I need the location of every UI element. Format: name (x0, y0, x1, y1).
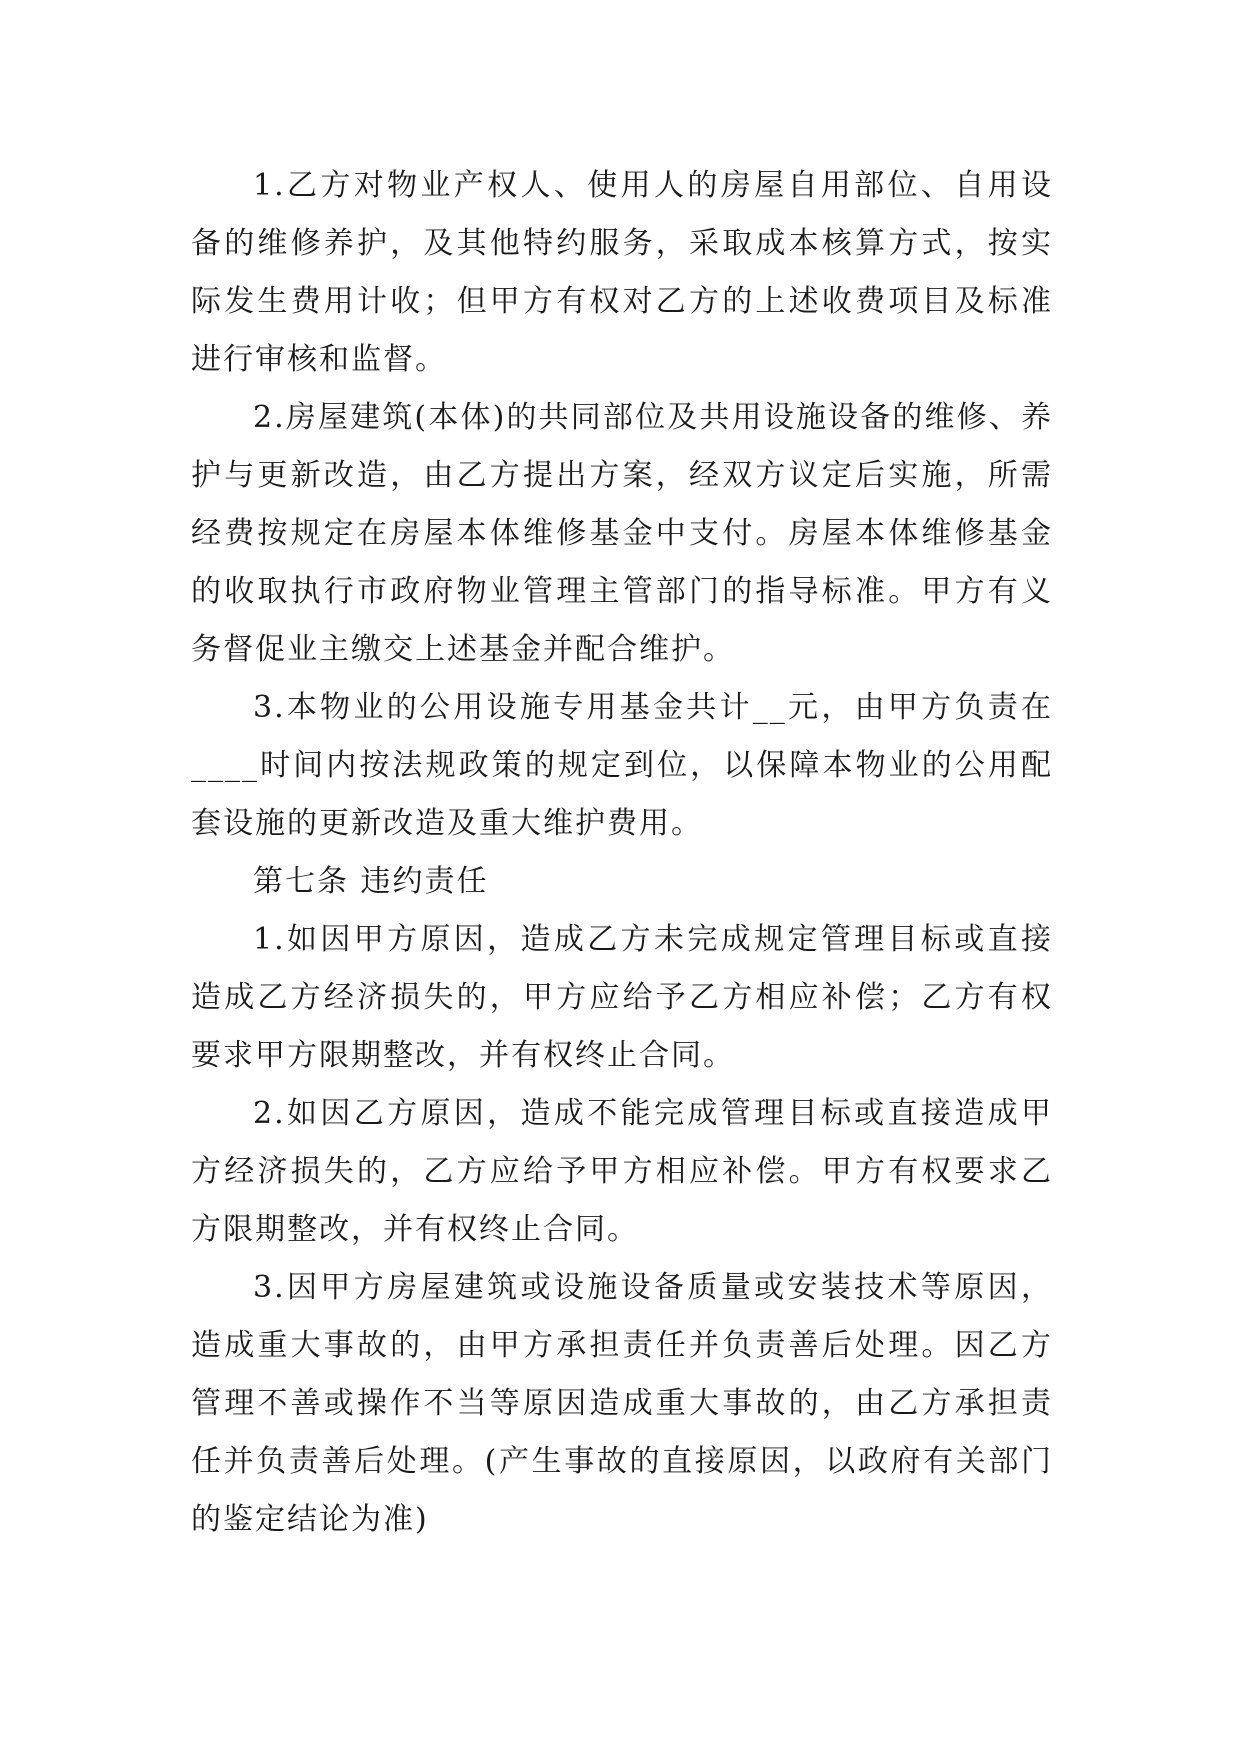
clause-7-item-2: 2.如因乙方原因，造成不能完成管理目标或直接造成甲方经济损失的，乙方应给予甲方相应补偿。甲方有权要求乙方限期整改，并有权终止合同。 (191, 1096, 1053, 1247)
clause-6-item-1: 1.乙方对物业产权人、使用人的房屋自用部位、自用设备的维修养护，及其他特约服务，采取成本核算方式，按实际发生费用计收；但甲方有权对乙方的上述收费项目及标准进行审核和监督。 (191, 168, 1053, 377)
clause-6-item-3: 3.本物业的公用设施专用基金共计__元，由甲方负责在____时间内按法规政策的规定到位，以保障本物业的公用配套设施的更新改造及重大维护费用。 (191, 690, 1053, 841)
document-body (191, 157, 1053, 1549)
clause-7-item-1: 1.如因甲方原因，造成乙方未完成规定管理目标或直接造成乙方经济损失的，甲方应给予乙方相应补偿；乙方有权要求甲方限期整改，并有权终止合同。 (191, 922, 1053, 1073)
clause-6-item-2: 2.房屋建筑(本体)的共同部位及共用设施设备的维修、养护与更新改造，由乙方提出方案，经双方议定后实施，所需经费按规定在房屋本体维修基金中支付。房屋本体维修基金的收取执行市政府物业管理主管部门的指导标准。甲方有义务督促业主缴交上述基金并配合维护。 (191, 400, 1053, 667)
clause-7-heading: 第七条 违约责任 (253, 864, 489, 899)
clause-7-item-3: 3.因甲方房屋建筑或设施设备质量或安装技术等原因，造成重大事故的，由甲方承担责任并负责善后处理。因乙方管理不善或操作不当等原因造成重大事故的，由乙方承担责任并负责善后处理。(产生事故的直接原因，以政府有关部门的鉴定结论为准) (191, 1270, 1053, 1537)
